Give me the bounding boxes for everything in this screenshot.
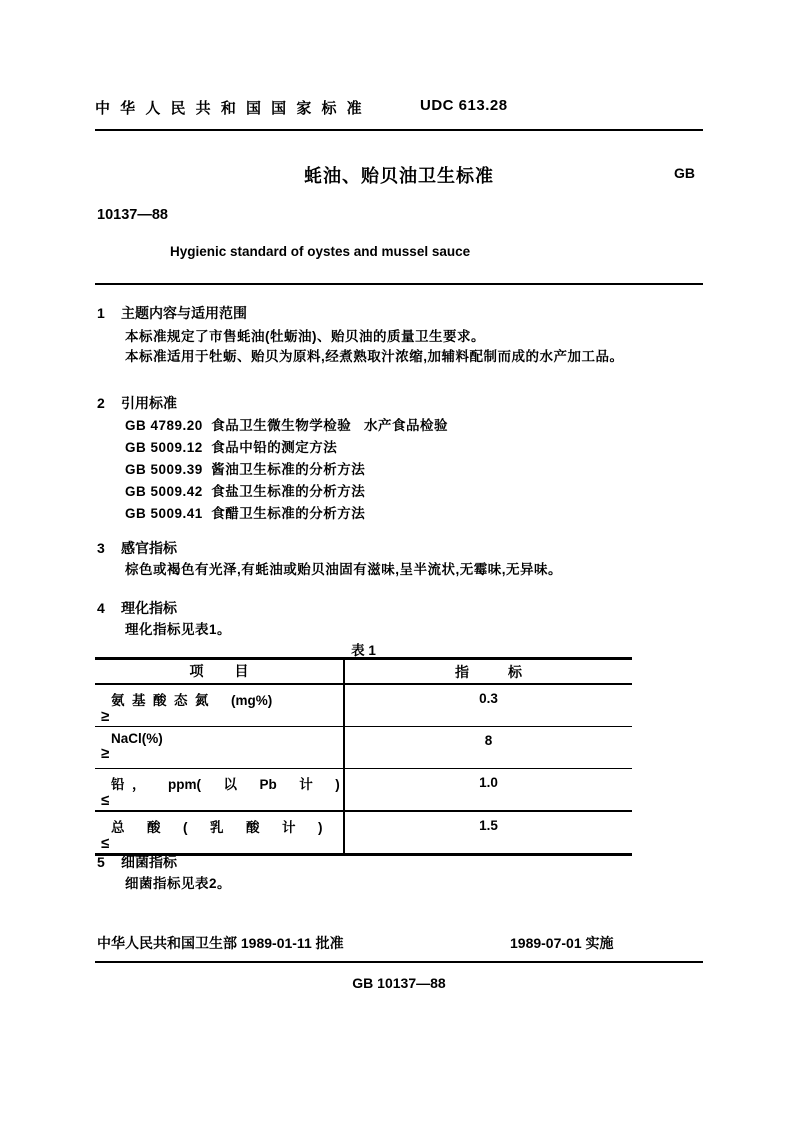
title-row — [95, 162, 703, 188]
table-header-row — [95, 660, 632, 685]
section-3-title: 感官指标 — [121, 540, 177, 556]
table-row — [95, 769, 632, 812]
approval-text: 中华人民共和国卫生部 1989-01-11 批准 — [97, 935, 344, 951]
document-title: 蚝油、贻贝油卫生标准 — [304, 166, 494, 186]
section-1-paragraph-1: 本标准规定了市售蚝油(牡蛎油)、贻贝油的质量卫生要求。 — [125, 329, 485, 344]
section-4-paragraph-1: 理化指标见表1。 — [125, 622, 232, 637]
item-cell — [95, 685, 345, 726]
section-5-paragraph-1: 细菌指标见表2。 — [125, 876, 232, 891]
reference-item: GB 5009.39 酱油卫生标准的分析方法 — [125, 462, 366, 477]
document-page — [95, 0, 705, 1122]
item-cell — [95, 727, 345, 768]
value-cell: 0.3 — [479, 691, 498, 706]
table-1 — [95, 657, 632, 856]
item-text: NaCl(%) — [111, 731, 163, 746]
english-title: Hygienic standard of oystes and mussel sauce — [170, 244, 471, 259]
footer-row — [97, 933, 703, 953]
udc-number: UDC 613.28 — [420, 97, 508, 114]
page-header — [95, 97, 703, 131]
table-row — [95, 812, 632, 853]
value-cell: 1.5 — [479, 818, 498, 833]
item-text: 总 酸 ( 乳 酸 计 ) — [111, 820, 323, 835]
table-row — [95, 685, 632, 727]
section-5-title: 细菌指标 — [121, 854, 177, 870]
section-5-number: 5 — [97, 854, 105, 870]
section-4-heading — [97, 598, 177, 618]
reference-item: GB 5009.41 食醋卫生标准的分析方法 — [125, 506, 366, 521]
gte-symbol: ≥ — [101, 745, 110, 762]
table-1-caption: 表 1 — [351, 643, 376, 658]
section-2-title: 引用标准 — [121, 395, 177, 411]
reference-item: GB 5009.12 食品中铅的测定方法 — [125, 440, 338, 455]
reference-item: GB 4789.20 食品卫生微生物学检验 水产食品检验 — [125, 418, 449, 433]
section-3-paragraph-1: 棕色或褐色有光泽,有蚝油或贻贝油固有滋味,呈半流状,无霉味,无异味。 — [125, 562, 563, 577]
item-text: 氨 基 酸 态 氮 (mg%) — [111, 693, 273, 708]
lte-symbol: ≤ — [101, 835, 110, 852]
standard-number: 10137—88 — [97, 207, 168, 223]
lte-symbol: ≤ — [101, 792, 110, 809]
section-4-number: 4 — [97, 600, 105, 616]
footer-doc-number: GB 10137—88 — [352, 975, 446, 991]
section-2-number: 2 — [97, 395, 105, 411]
item-cell — [95, 769, 345, 810]
section-1-number: 1 — [97, 305, 105, 321]
section-2-heading — [97, 393, 177, 413]
section-1-title: 主题内容与适用范围 — [121, 305, 247, 321]
section-1-paragraph-2: 本标准适用于牡蛎、贻贝为原料,经煮熟取汁浓缩,加辅料配制而成的水产加工品。 — [125, 349, 624, 364]
value-cell: 8 — [484, 733, 493, 748]
item-cell — [95, 812, 345, 853]
column-header-value: 指 标 — [455, 663, 522, 680]
table-row — [95, 727, 632, 769]
section-3-heading — [97, 538, 177, 558]
section-5-heading — [97, 852, 177, 872]
section-3-number: 3 — [97, 540, 105, 556]
reference-item: GB 5009.42 食盐卫生标准的分析方法 — [125, 484, 366, 499]
reference-list — [125, 415, 448, 525]
item-text: 铅 ， ppm( 以 Pb 计 ) — [111, 777, 340, 792]
gb-label: GB — [674, 165, 695, 181]
section-4-title: 理化指标 — [121, 600, 177, 616]
horizontal-rule-footer — [95, 961, 703, 963]
value-cell: 1.0 — [479, 775, 498, 790]
national-standard-label: 中 华 人 民 共 和 国 国 家 标 准 — [95, 100, 365, 117]
column-header-item: 项 目 — [95, 660, 345, 683]
implementation-text: 1989-07-01 实施 — [510, 935, 614, 951]
section-1-heading — [97, 303, 247, 323]
gte-symbol: ≥ — [101, 708, 110, 725]
horizontal-rule-top — [95, 283, 703, 285]
